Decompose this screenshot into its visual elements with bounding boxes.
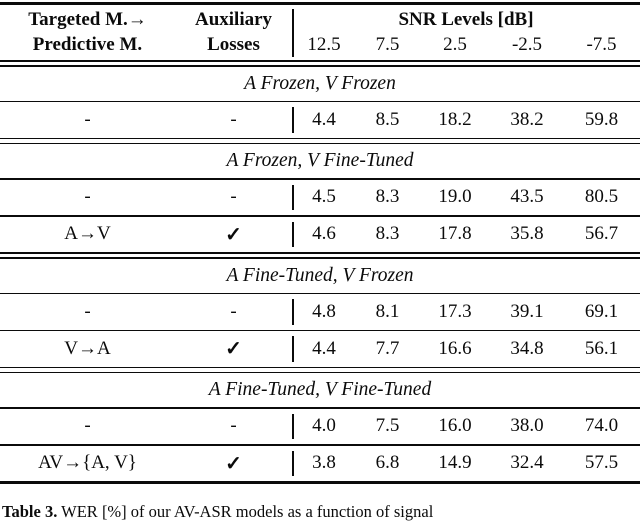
cell-value: 80.5 [584, 186, 619, 208]
bottom-rule [0, 481, 640, 484]
header-snr-levels [292, 32, 640, 57]
checkmark-icon: ✓ [225, 452, 242, 475]
cell-value: 38.2 [510, 108, 544, 130]
cell-value: 4.4 [292, 102, 356, 138]
cell-value: 4.8 [292, 294, 356, 330]
table-row [0, 331, 640, 367]
cell-targeted: A→V [64, 223, 111, 245]
cell-value: 3.8 [292, 446, 356, 482]
cell-value: 32.4 [510, 452, 544, 474]
snr-level: 7.5 [375, 34, 400, 56]
cell-value: 16.0 [438, 415, 472, 437]
cell-targeted: - [84, 108, 91, 130]
table-row [0, 217, 640, 253]
section-title: A Fine-Tuned, V Frozen [226, 264, 414, 286]
cell-aux: - [230, 108, 237, 130]
cell-targeted: V→A [64, 337, 111, 359]
cell-value: 18.2 [438, 108, 472, 130]
cell-value: 8.3 [375, 223, 400, 245]
cell-value: 17.8 [438, 223, 472, 245]
header-targeted-line2: Predictive M. [32, 34, 143, 56]
header-targeted-line1: Targeted M.→ [28, 9, 147, 31]
snr-level: -7.5 [586, 34, 617, 56]
cell-value: 8.3 [375, 186, 400, 208]
cell-value: 59.8 [584, 108, 619, 130]
cell-targeted: - [84, 300, 91, 322]
cell-targeted: - [84, 415, 91, 437]
cell-value: 14.9 [438, 452, 472, 474]
cell-value: 57.5 [584, 452, 619, 474]
caption-text: WER [%] of our AV-ASR models as a function of signal [61, 502, 434, 521]
table-row [0, 446, 640, 482]
checkmark-icon: ✓ [225, 223, 242, 246]
header-auxiliary-line2: Losses [207, 34, 260, 56]
cell-aux: - [230, 300, 237, 322]
header-snr-group [292, 5, 640, 61]
cell-value: 56.1 [584, 337, 619, 359]
header-col-targeted [0, 7, 175, 57]
table-header [0, 5, 640, 61]
cell-value: 4.6 [292, 217, 356, 253]
cell-value: 6.8 [375, 452, 400, 474]
cell-value: 16.6 [438, 337, 472, 359]
cell-value: 4.4 [292, 331, 356, 367]
cell-value: 19.0 [438, 186, 472, 208]
snr-level: 2.5 [443, 34, 467, 56]
table-row [0, 294, 640, 330]
section-title: A Fine-Tuned, V Fine-Tuned [208, 379, 432, 400]
cell-value: 4.0 [292, 409, 356, 445]
header-snr-title: SNR Levels [dB] [398, 9, 534, 31]
cell-value: 7.5 [375, 415, 400, 437]
cell-aux: - [230, 186, 237, 208]
cell-value: 8.5 [375, 108, 400, 130]
table-row [0, 102, 640, 138]
cell-value: 69.1 [584, 300, 619, 322]
cell-value: 34.8 [510, 337, 544, 359]
cell-value: 17.3 [438, 300, 472, 322]
cell-targeted: AV→{A, V} [38, 452, 137, 474]
cell-value: 8.1 [375, 300, 400, 322]
checkmark-icon: ✓ [225, 338, 242, 361]
cell-value: 35.8 [510, 223, 544, 245]
table-row [0, 409, 640, 445]
cell-value: 74.0 [584, 415, 619, 437]
snr-level: 12.5 [307, 34, 341, 56]
section-title: A Frozen, V Fine-Tuned [226, 150, 414, 171]
cell-value: 38.0 [510, 415, 544, 437]
results-table [0, 2, 640, 484]
cell-value: 56.7 [584, 223, 619, 245]
header-auxiliary-line1: Auxiliary [194, 9, 273, 31]
cell-value: 4.5 [292, 180, 356, 216]
cell-value: 39.1 [510, 300, 544, 322]
caption-label: Table 3. [2, 502, 58, 521]
snr-level: -2.5 [511, 34, 543, 56]
section-title: A Frozen, V Frozen [244, 72, 396, 94]
cell-targeted: - [84, 186, 91, 208]
cell-value: 43.5 [510, 186, 544, 208]
cell-aux: - [230, 415, 237, 437]
cell-value: 7.7 [375, 337, 400, 359]
table-row [0, 180, 640, 216]
header-col-auxiliary [175, 7, 292, 57]
